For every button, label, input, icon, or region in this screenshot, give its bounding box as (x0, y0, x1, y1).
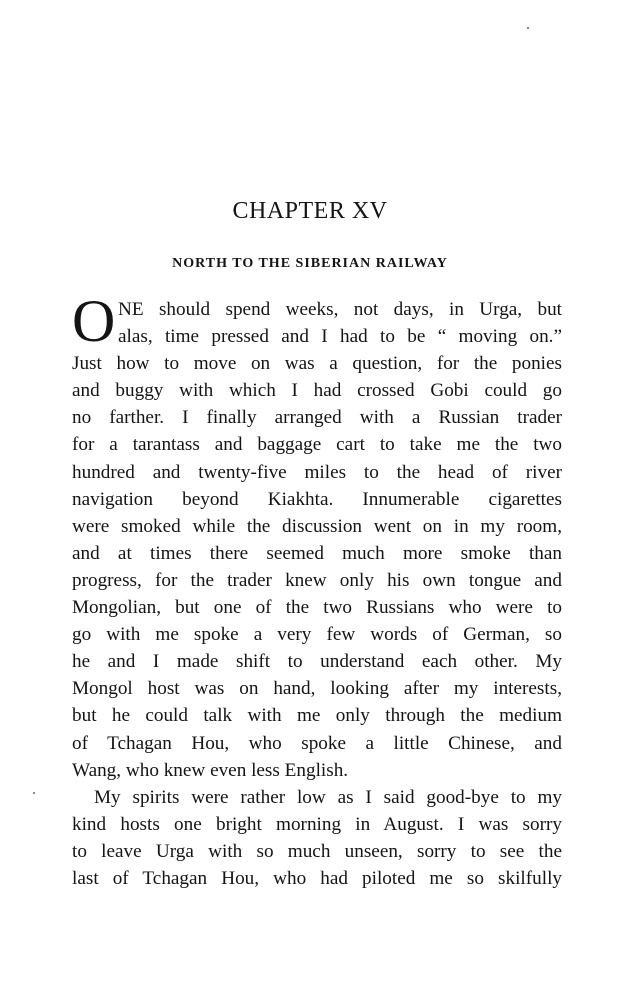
drop-cap: O (72, 288, 116, 354)
margin-speck-top (527, 27, 529, 29)
text-line: alas, time pressed and I had to be “ moving on.” (118, 326, 562, 348)
chapter-subtitle: NORTH TO THE SIBERIAN RAILWAY (172, 256, 448, 271)
text-line: but he could talk with me only through the medium (72, 705, 562, 727)
text-line: were smoked while the discussion went on in my room, (72, 515, 562, 537)
text-line: hundred and twenty-five miles to the head of river (72, 461, 562, 483)
text-line: Mongolian, but one of the two Russians who were to (72, 597, 562, 619)
text-line: no farther. I finally arranged with a Russian trader (72, 407, 562, 429)
text-line: of Tchagan Hou, who spoke a little Chinese, and (72, 732, 562, 754)
text-line: for a tarantass and baggage cart to take me the two (72, 434, 562, 456)
drop-cap-paragraph-start (72, 288, 562, 354)
text-line: and buggy with which I had crossed Gobi could go (72, 380, 562, 402)
body-text (72, 288, 562, 892)
text-line: go with me spoke a very few words of German, so (72, 624, 562, 646)
text-line: he and I made shift to understand each other. My (72, 651, 562, 673)
text-line: Just how to move on was a question, for the ponies (72, 353, 562, 375)
text-line: and at times there seemed much more smoke than (72, 542, 562, 564)
text-line: to leave Urga with so much unseen, sorry to see the (72, 840, 562, 862)
text-line: navigation beyond Kiakhta. Innumerable cigarettes (72, 488, 562, 510)
text-line: Wang, who knew even less English. (72, 759, 349, 781)
text-line: My spirits were rather low as I said good-bye to my (94, 786, 562, 808)
margin-speck-left (33, 792, 35, 794)
chapter-title: CHAPTER XV (232, 198, 388, 224)
text-line: NE should spend weeks, not days, in Urga, but (118, 299, 562, 320)
text-line: kind hosts one bright morning in August. I was sorry (72, 813, 562, 835)
text-line: progress, for the trader knew only his own tongue and (72, 569, 562, 591)
text-line: Mongol host was on hand, looking after my interests, (72, 678, 562, 700)
text-line: last of Tchagan Hou, who had piloted me so skilfully (72, 867, 562, 889)
